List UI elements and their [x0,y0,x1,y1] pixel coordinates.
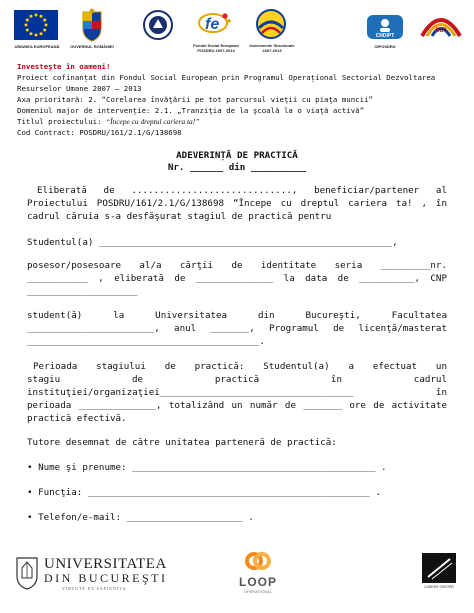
fse-logo-label-2: POSDRU 2007-2013 [197,48,235,53]
university-name-line-2: DIN BUCUREŞTI [44,571,168,585]
career-center-label: CAREER CENTER [424,585,454,589]
tutors-intro: Tutore desemnat de către unitatea parteneră de practică: [27,437,337,448]
document-number-line: Nr. ______ din __________ [167,162,307,173]
loop-logo-label: LOOP [238,575,277,589]
tutor-contact-field: • Telefon/e-mail: _____________________ . [27,512,254,523]
is-logo-label-2: 2007-2013 [262,48,282,53]
university-motto: VIRTUTE ET SAPIENTIA [62,586,127,591]
period-line-1: Perioada stagiului de practică: Studentul(a) a efectuat un [33,361,447,372]
loop-logo-sub: OPERATIONAL [243,589,273,594]
faculty-line-3: __________________________________________. [27,336,265,347]
ministry-seal-logo [143,10,173,40]
contract-code-line: Cod Contract: POSDRU/161/2.1/G/138698 [17,128,182,137]
career-center-logo [422,553,456,583]
eu-flag-logo [14,10,58,40]
period-line-5: practică efectivă. [27,413,127,424]
project-title-line [17,116,199,127]
is-logo-label-1: Instrumente Structurale [249,43,295,48]
faculty-line-1: student(ă) la Universitatea din Bucureşti, Facultatea [27,310,447,321]
intervention-domain-line: Domeniul major de intervenție: 2.1. „Tranziţia de la şcoală la o viaţă activă” [17,106,365,115]
period-line-4: perioada ______________, totalizând un număr de _______ ore de activitate [27,400,447,411]
loop-logo [245,549,271,573]
project-funding-line-2: Resurselor Umane 2007 – 2013 [17,84,142,93]
period-line-3: instituţiei/organizaţiei___________________________________ în [27,387,447,398]
identity-line-2: ___________ , eliberată de ______________ la data de __________, CNP [27,273,447,284]
gov-logo-label: GUVERNUL ROMÂNIEI [70,44,114,49]
paragraph-issuer-line-1: Eliberată de ............................., beneficiar/partener al [37,185,447,196]
paragraph-issuer-line-2: Proiectului POSDRU/161/2.1/G/138698 “Începe cu dreptul cariera ta! , în [27,198,447,209]
cndipt-logo-label: CNDIPT [375,33,395,39]
fse-logo-label-1: Fondul Social European [193,43,239,48]
university-name-line-1: UNIVERSITATEA [44,556,167,572]
project-title-label: Titlul proiectului: [17,117,106,126]
structural-instruments-logo [254,8,288,40]
project-title-value: “Începe cu dreptul cariera ta!” [106,117,200,126]
faculty-line-2: _______________________, anul _______, Programul de licenţă/masterat [27,323,447,334]
tutor-name-field: • Nume şi prenume: ____________________________________________ . [27,462,387,473]
project-slogan: Investeşte în oameni! [17,62,111,71]
inr-logo-label: INR [435,28,447,34]
project-funding-line-1: Proiect cofinanțat din Fondul Social European prin Programul Operațional Sectorial Dezvoltarea [17,73,436,82]
svg-text:fe: fe [205,16,220,33]
romania-coat-of-arms-logo [81,8,103,42]
period-line-2: stagiu de practică în cadrul [27,374,447,385]
fse-logo [195,9,235,41]
tutor-role-field: • Funcţia: ___________________________________________________ . [27,487,382,498]
inr-logo [418,10,464,44]
student-name-field: Studentul(a) _____________________________________________________, [27,237,398,248]
university-crest-logo [14,554,40,590]
identity-line-1: posesor/posesoare al/a cărţii de identitate seria _________nr. [27,260,447,271]
eu-logo-label: UNIUNEA EUROPEANĂ [14,44,60,49]
document-title: ADEVERINȚĂ DE PRACTICĂ [176,150,298,161]
priority-axis-line: Axa prioritară: 2. “Corelarea învăţării pe tot parcursul vieţii cu piaţa muncii” [17,95,373,104]
identity-line-3: ____________________ [27,286,138,297]
paragraph-issuer-line-3: cadrul căruia s-a desfăşurat stagiul de practică pentru [27,211,332,222]
oiposdru-logo-label: OIPOSDRU [374,44,396,49]
